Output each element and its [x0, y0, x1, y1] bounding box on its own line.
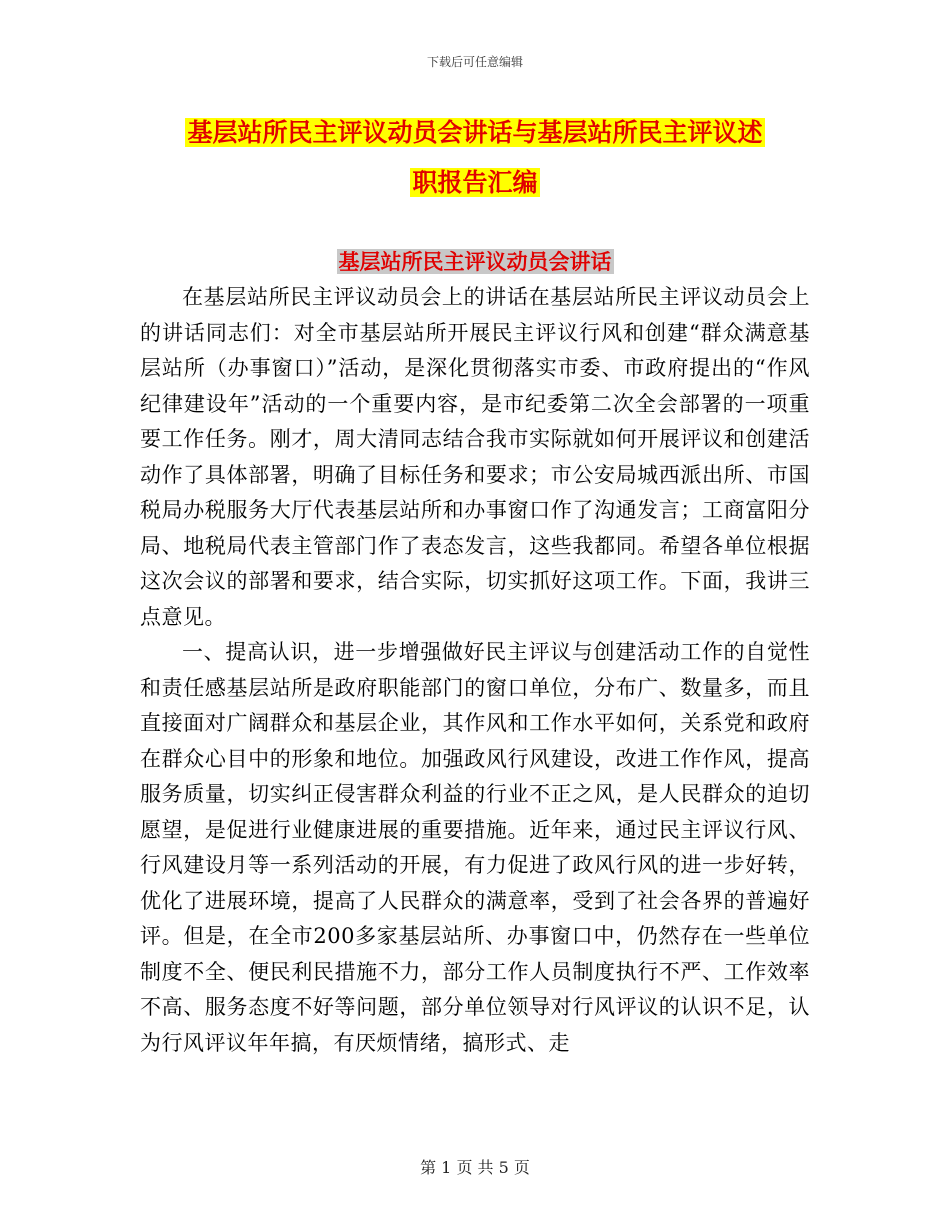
- page-header-note: 下载后可任意编辑: [426, 55, 523, 69]
- section-title-text: 基层站所民主评议动员会讲话: [338, 249, 612, 274]
- paragraph: 在基层站所民主评议动员会上的讲话在基层站所民主评议动员会上的讲话同志们：对全市基层站所开展民主评议行风和创建“群众满意基层站所（办事窗口）”活动，是深化贯彻落实市委、市政府提出的“作风纪律建设年”活动的一个重要内容，是市纪委第二次全会部署的一项重要工作任务。刚才，周大清同志结合我市实际就如何开展评议和创建活动作了具体部署，明确了目标任务和要求；市公安局城西派出所、市国税局办税服务大厅代表基层站所和办事窗口作了沟通发言；工商富阳分局、地税局代表主管部门作了表态发言，这些我都同。希望各单位根据这次会议的部署和要求，结合实际，切实抓好这项工作。下面，我讲三点意见。: [140, 285, 810, 629]
- paragraph: 一、提高认识，进一步增强做好民主评议与创建活动工作的自觉性和责任感基层站所是政府职能部门的窗口单位，分布广、数量多，而且直接面对广阔群众和基层企业，其作风和工作水平如何，关系党和政府在群众心目中的形象和地位。加强政风行风建设，改进工作作风，提高服务质量，切实纠正侵害群众利益的行业不正之风，是人民群众的迫切愿望，是促进行业健康进展的重要措施。近年来，通过民主评议行风、行风建设月等一系列活动的开展，有力促进了政风行风的进一步好转，优化了进展环境，提高了人民群众的满意率，受到了社会各界的普遍好评。但是，在全市200多家基层站所、办事窗口中，仍然存在一些单位制度不全、便民利民措施不力，部分工作人员制度执行不严、工作效率不高、服务态度不好等问题，部分单位领导对行风评议的认识不足，认为行风评议年年搞，有厌烦情绪，搞形式、走: [140, 640, 810, 1055]
- section-title: [140, 244, 810, 280]
- document-body: [140, 280, 810, 1061]
- document-title: [140, 108, 810, 208]
- document-title-line-2: 职报告汇编: [412, 168, 538, 197]
- page-number: 第 1 页 共 5 页: [420, 1158, 530, 1177]
- document-title-line-1: 基层站所民主评议动员会讲话与基层站所民主评议述: [187, 118, 763, 147]
